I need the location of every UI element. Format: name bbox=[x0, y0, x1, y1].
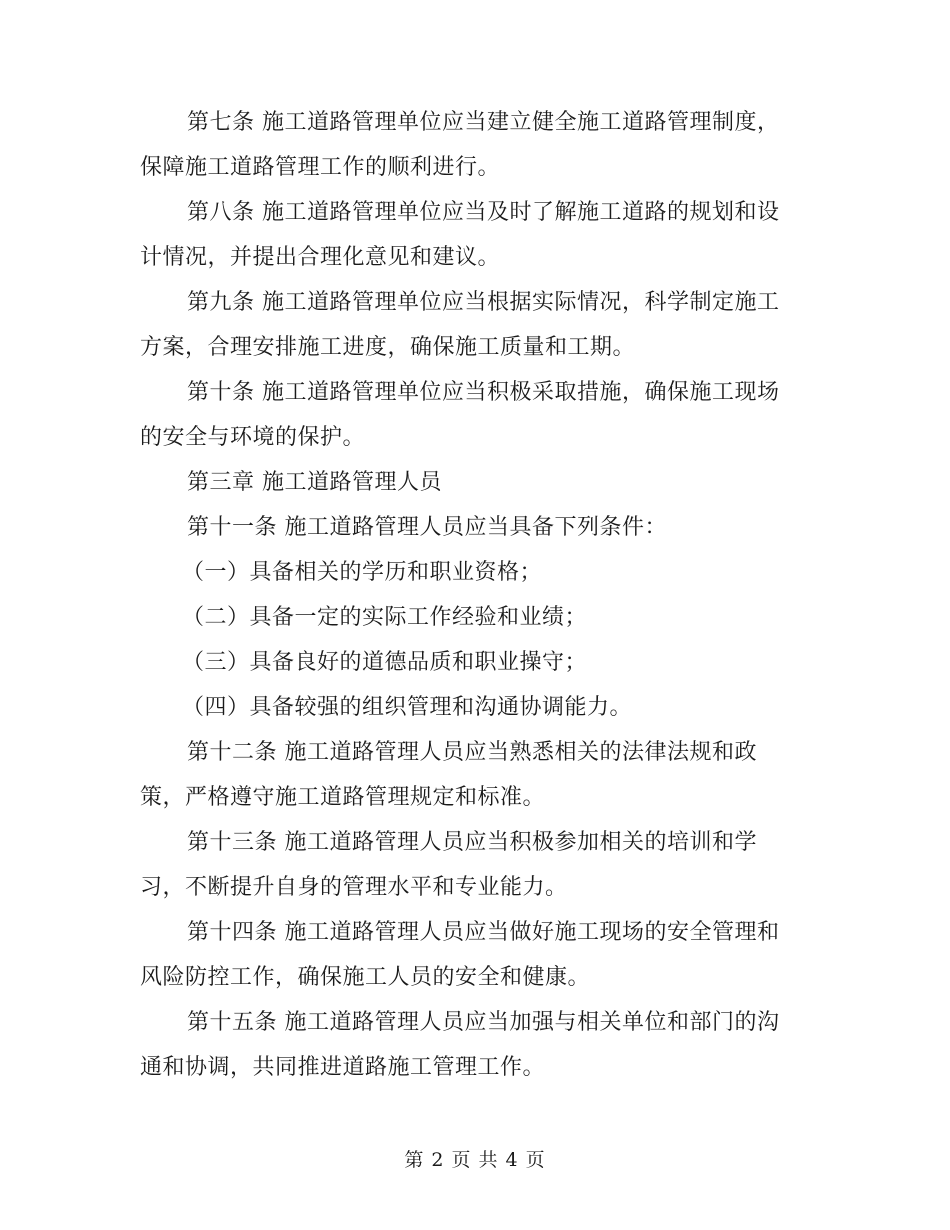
condition-item-2: （二）具备一定的实际工作经验和业绩； bbox=[182, 605, 588, 630]
article-13-line-1: 第十三条 施工道路管理人员应当积极参加相关的培训和学 bbox=[187, 830, 757, 855]
condition-item-3: （三）具备良好的道德品质和职业操守； bbox=[182, 650, 588, 675]
condition-item-1: （一）具备相关的学历和职业资格； bbox=[182, 560, 543, 585]
article-7-line-2: 保障施工道路管理工作的顺利进行。 bbox=[140, 155, 501, 180]
chapter-3-heading: 第三章 施工道路管理人员 bbox=[187, 470, 442, 495]
article-8-line-1: 第八条 施工道路管理单位应当及时了解施工道路的规划和设 bbox=[187, 200, 780, 225]
article-12-line-1: 第十二条 施工道路管理人员应当熟悉相关的法律法规和政 bbox=[187, 740, 757, 765]
article-10-line-1: 第十条 施工道路管理单位应当积极采取措施，确保施工现场 bbox=[187, 380, 780, 405]
article-14-line-2: 风险防控工作，确保施工人员的安全和健康。 bbox=[140, 965, 591, 990]
article-15-line-1: 第十五条 施工道路管理人员应当加强与相关单位和部门的沟 bbox=[187, 1010, 780, 1035]
article-9-line-2: 方案，合理安排施工进度，确保施工质量和工期。 bbox=[140, 335, 636, 360]
article-12-line-2: 策，严格遵守施工道路管理规定和标准。 bbox=[140, 785, 546, 810]
page-number-footer: 第 2 页 共 4 页 bbox=[404, 1149, 546, 1171]
article-8-line-2: 计情况，并提出合理化意见和建议。 bbox=[140, 245, 501, 270]
condition-item-4: （四）具备较强的组织管理和沟通协调能力。 bbox=[182, 695, 633, 720]
article-13-line-2: 习，不断提升自身的管理水平和专业能力。 bbox=[140, 875, 568, 900]
article-11-line-1: 第十一条 施工道路管理人员应当具备下列条件： bbox=[187, 515, 667, 540]
article-10-line-2: 的安全与环境的保护。 bbox=[140, 425, 366, 450]
article-15-line-2: 通和协调，共同推进道路施工管理工作。 bbox=[140, 1055, 546, 1080]
article-9-line-1: 第九条 施工道路管理单位应当根据实际情况，科学制定施工 bbox=[187, 290, 780, 315]
article-14-line-1: 第十四条 施工道路管理人员应当做好施工现场的安全管理和 bbox=[187, 920, 780, 945]
document-body bbox=[140, 100, 810, 1090]
article-7-line-1: 第七条 施工道路管理单位应当建立健全施工道路管理制度， bbox=[187, 110, 780, 135]
